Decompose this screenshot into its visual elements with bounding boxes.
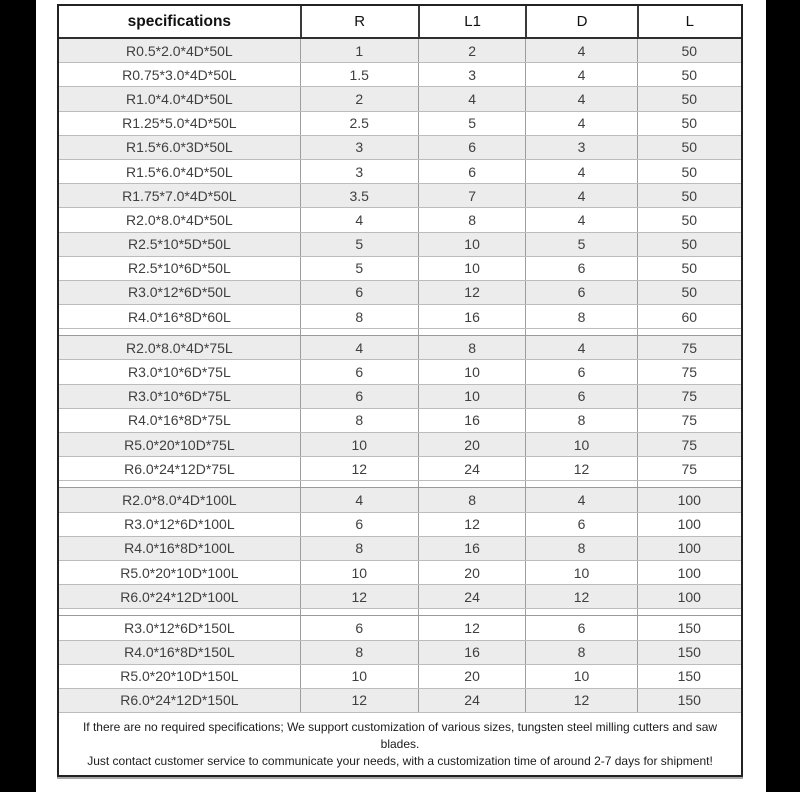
value-cell: 12: [418, 513, 526, 536]
value-cell: 4: [300, 208, 418, 231]
value-cell: 75: [637, 433, 741, 456]
table-row: [59, 208, 741, 232]
value-cell: 8: [525, 641, 636, 664]
value-cell: 4: [525, 160, 636, 183]
separator-cell: [59, 609, 300, 615]
value-cell: 4: [525, 208, 636, 231]
value-cell: 6: [418, 160, 526, 183]
value-cell: 24: [418, 585, 526, 608]
value-cell: 2: [418, 39, 526, 62]
specifications-table: [57, 4, 743, 777]
column-header-l: L: [637, 6, 741, 37]
value-cell: 12: [525, 585, 636, 608]
value-cell: 50: [637, 281, 741, 304]
value-cell: 6: [300, 360, 418, 383]
spec-cell: R3.0*10*6D*75L: [127, 364, 231, 381]
value-cell: 12: [525, 689, 636, 712]
table-row: [59, 585, 741, 609]
right-black-bar: [766, 0, 800, 792]
table-row: [59, 305, 741, 329]
table-row: [59, 488, 741, 512]
spec-cell: R6.0*24*12D*75L: [124, 460, 235, 477]
spec-cell: R1.75*7.0*4D*50L: [122, 187, 237, 204]
spec-cell: R1.25*5.0*4D*50L: [122, 115, 237, 132]
spec-cell: R4.0*16*8D*100L: [124, 540, 235, 557]
spec-cell: R2.5*10*6D*50L: [127, 260, 231, 277]
value-cell: 10: [300, 433, 418, 456]
value-cell: 16: [418, 305, 526, 328]
value-cell: 6: [525, 281, 636, 304]
value-cell: 50: [637, 136, 741, 159]
value-cell: 4: [525, 39, 636, 62]
value-cell: 7: [418, 184, 526, 207]
value-cell: 10: [418, 233, 526, 256]
value-cell: 50: [637, 208, 741, 231]
value-cell: 75: [637, 336, 741, 359]
separator-cell: [418, 481, 526, 487]
value-cell: 100: [637, 585, 741, 608]
value-cell: 16: [418, 537, 526, 560]
table-row: [59, 257, 741, 281]
spec-cell: R1.0*4.0*4D*50L: [126, 90, 233, 107]
value-cell: 8: [418, 488, 526, 511]
separator-cell: [300, 609, 418, 615]
table-row: [59, 689, 741, 713]
separator-cell: [418, 329, 526, 335]
value-cell: 20: [418, 433, 526, 456]
table-row: [59, 537, 741, 561]
value-cell: 4: [525, 488, 636, 511]
table-row: [59, 360, 741, 384]
value-cell: 5: [300, 233, 418, 256]
spec-cell: R3.0*10*6D*75L: [127, 388, 231, 405]
value-cell: 50: [637, 87, 741, 110]
table-row: [59, 457, 741, 481]
value-cell: 2.5: [300, 112, 418, 135]
value-cell: 16: [418, 641, 526, 664]
spec-cell: R6.0*24*12D*150L: [120, 692, 239, 709]
table-row: [59, 616, 741, 640]
value-cell: 10: [300, 561, 418, 584]
value-cell: 8: [300, 537, 418, 560]
table-row: [59, 87, 741, 111]
group-separator: [59, 481, 741, 488]
separator-cell: [637, 609, 741, 615]
separator-cell: [525, 609, 636, 615]
spec-cell: R4.0*16*8D*75L: [127, 412, 231, 429]
value-cell: 3: [525, 136, 636, 159]
table-row: [59, 513, 741, 537]
value-cell: 150: [637, 641, 741, 664]
value-cell: 10: [525, 561, 636, 584]
value-cell: 100: [637, 537, 741, 560]
value-cell: 3.5: [300, 184, 418, 207]
value-cell: 60: [637, 305, 741, 328]
value-cell: 100: [637, 561, 741, 584]
table-row: [59, 385, 741, 409]
separator-cell: [59, 481, 300, 487]
value-cell: 8: [300, 409, 418, 432]
value-cell: 150: [637, 665, 741, 688]
table-row: [59, 63, 741, 87]
group-separator: [59, 329, 741, 336]
value-cell: 100: [637, 513, 741, 536]
value-cell: 3: [418, 63, 526, 86]
separator-cell: [525, 329, 636, 335]
spec-cell: R0.75*3.0*4D*50L: [122, 66, 237, 83]
value-cell: 75: [637, 360, 741, 383]
value-cell: 5: [418, 112, 526, 135]
value-cell: 12: [418, 616, 526, 639]
value-cell: 50: [637, 184, 741, 207]
spec-cell: R3.0*12*6D*100L: [124, 516, 235, 533]
table-row: [59, 409, 741, 433]
spec-cell: R2.5*10*5D*50L: [127, 236, 231, 253]
value-cell: 10: [418, 360, 526, 383]
value-cell: 4: [525, 184, 636, 207]
value-cell: 6: [525, 385, 636, 408]
footer-note-line-2: Just contact customer service to communicate your needs, with a customization time of around 2-7 days for shipment!: [87, 753, 713, 768]
spec-cell: R3.0*12*6D*50L: [127, 284, 231, 301]
value-cell: 2: [300, 87, 418, 110]
value-cell: 12: [525, 457, 636, 480]
value-cell: 10: [300, 665, 418, 688]
table-row: [59, 281, 741, 305]
separator-cell: [525, 481, 636, 487]
value-cell: 12: [300, 585, 418, 608]
table-row: [59, 641, 741, 665]
value-cell: 5: [300, 257, 418, 280]
column-header-specifications: specifications: [127, 12, 232, 30]
value-cell: 6: [300, 513, 418, 536]
table-row: [59, 336, 741, 360]
spec-cell: R1.5*6.0*4D*50L: [126, 163, 233, 180]
table-row: [59, 160, 741, 184]
spec-cell: R6.0*24*12D*100L: [120, 588, 239, 605]
spec-cell: R2.0*8.0*4D*50L: [126, 211, 233, 228]
value-cell: 4: [525, 112, 636, 135]
table-row: [59, 112, 741, 136]
value-cell: 6: [418, 136, 526, 159]
value-cell: 50: [637, 160, 741, 183]
value-cell: 20: [418, 561, 526, 584]
value-cell: 3: [300, 136, 418, 159]
value-cell: 1: [300, 39, 418, 62]
spec-cell: R3.0*12*6D*150L: [124, 619, 235, 636]
value-cell: 8: [300, 641, 418, 664]
table-row: [59, 184, 741, 208]
table-row: [59, 136, 741, 160]
value-cell: 24: [418, 457, 526, 480]
value-cell: 1.5: [300, 63, 418, 86]
value-cell: 5: [525, 233, 636, 256]
value-cell: 50: [637, 112, 741, 135]
value-cell: 100: [637, 488, 741, 511]
separator-cell: [418, 609, 526, 615]
value-cell: 8: [418, 208, 526, 231]
value-cell: 10: [418, 385, 526, 408]
value-cell: 12: [300, 457, 418, 480]
value-cell: 6: [300, 616, 418, 639]
left-black-bar: [0, 0, 36, 792]
value-cell: 4: [525, 87, 636, 110]
footer-note: [59, 713, 741, 775]
value-cell: 4: [300, 336, 418, 359]
value-cell: 4: [525, 63, 636, 86]
separator-cell: [637, 329, 741, 335]
table-row: [59, 433, 741, 457]
value-cell: 50: [637, 63, 741, 86]
spec-cell: R5.0*20*10D*75L: [124, 436, 235, 453]
value-cell: 6: [525, 257, 636, 280]
footer-note-line-1: If there are no required specifications; We support customization of various sizes, tungsten steel milling cutters and saw blades.: [82, 719, 718, 751]
value-cell: 8: [525, 537, 636, 560]
value-cell: 8: [525, 305, 636, 328]
column-header-l1: L1: [418, 6, 526, 37]
separator-cell: [637, 481, 741, 487]
spec-cell: R4.0*16*8D*60L: [127, 308, 231, 325]
separator-cell: [300, 329, 418, 335]
value-cell: 24: [418, 689, 526, 712]
table-row: [59, 233, 741, 257]
value-cell: 50: [637, 233, 741, 256]
value-cell: 12: [300, 689, 418, 712]
value-cell: 75: [637, 385, 741, 408]
value-cell: 150: [637, 616, 741, 639]
group-separator: [59, 609, 741, 616]
value-cell: 50: [637, 39, 741, 62]
value-cell: 6: [525, 513, 636, 536]
spec-cell: R5.0*20*10D*100L: [120, 564, 239, 581]
value-cell: 8: [418, 336, 526, 359]
value-cell: 8: [525, 409, 636, 432]
value-cell: 8: [300, 305, 418, 328]
spec-cell: R2.0*8.0*4D*75L: [126, 339, 233, 356]
spec-cell: R2.0*8.0*4D*100L: [122, 491, 237, 508]
value-cell: 3: [300, 160, 418, 183]
value-cell: 75: [637, 409, 741, 432]
value-cell: 10: [418, 257, 526, 280]
value-cell: 150: [637, 689, 741, 712]
value-cell: 6: [300, 281, 418, 304]
value-cell: 6: [525, 616, 636, 639]
table-row: [59, 39, 741, 63]
spec-cell: R4.0*16*8D*150L: [124, 644, 235, 661]
value-cell: 6: [300, 385, 418, 408]
spec-cell: R1.5*6.0*3D*50L: [126, 139, 233, 156]
table-header-row: [59, 6, 741, 39]
value-cell: 6: [525, 360, 636, 383]
table-body: [59, 39, 741, 713]
value-cell: 4: [525, 336, 636, 359]
value-cell: 10: [525, 433, 636, 456]
value-cell: 10: [525, 665, 636, 688]
value-cell: 12: [418, 281, 526, 304]
table-row: [59, 561, 741, 585]
value-cell: 4: [300, 488, 418, 511]
table-row: [59, 665, 741, 689]
value-cell: 75: [637, 457, 741, 480]
separator-cell: [59, 329, 300, 335]
spec-cell: R5.0*20*10D*150L: [120, 668, 239, 685]
column-header-r: R: [300, 6, 418, 37]
value-cell: 20: [418, 665, 526, 688]
value-cell: 16: [418, 409, 526, 432]
value-cell: 50: [637, 257, 741, 280]
spec-cell: R0.5*2.0*4D*50L: [126, 42, 233, 59]
value-cell: 4: [418, 87, 526, 110]
column-header-d: D: [525, 6, 636, 37]
separator-cell: [300, 481, 418, 487]
